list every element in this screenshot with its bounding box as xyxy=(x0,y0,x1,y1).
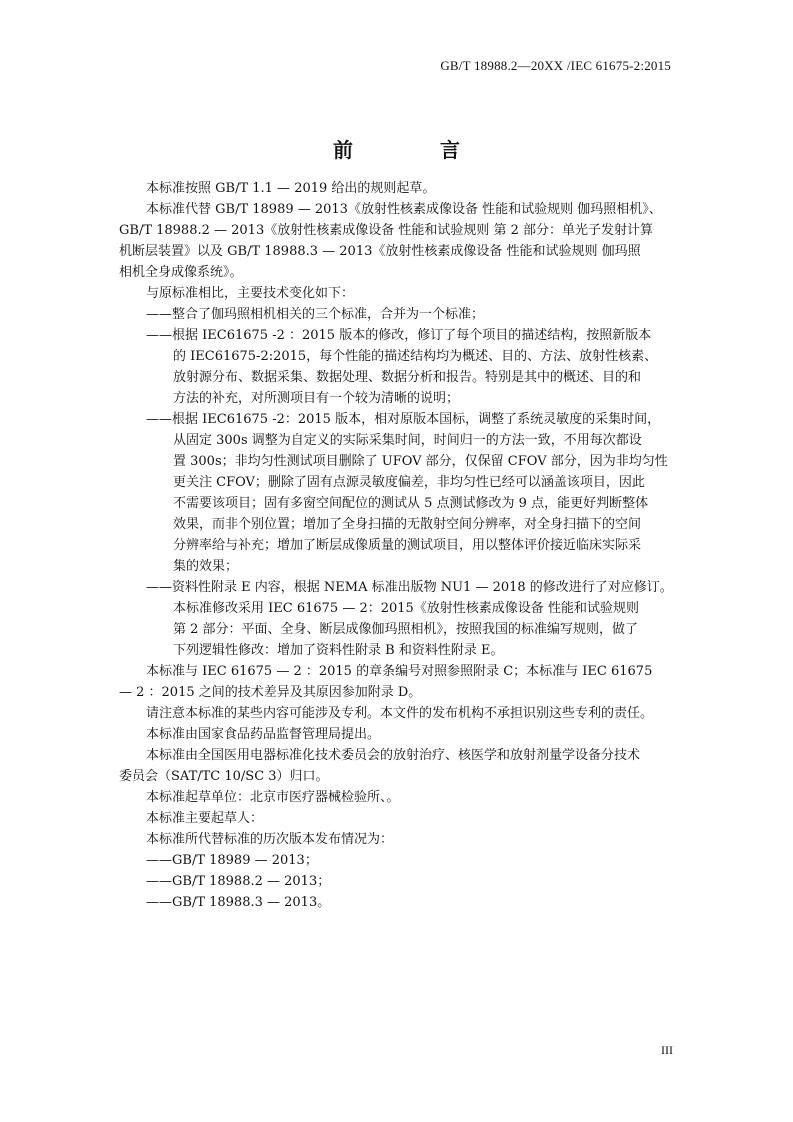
list-item-continuation: 方法的补充，对所测项目有一个较为清晰的说明； xyxy=(173,391,460,406)
list-item: ——GB/T 18988.3 — 2013。 xyxy=(146,895,331,910)
list-item: ——GB/T 18988.2 — 2013； xyxy=(146,874,331,889)
paragraph-line: 本标准与 IEC 61675 — 2 ：2015 的章条编号对照参照附录 C；本标准与 IEC 61675 xyxy=(146,664,653,679)
list-item-continuation: 不需要该项目；固有多窗空间配位的测试从 5 点测试修改为 9 点，能更好判断整体 xyxy=(173,496,649,511)
list-item-continuation: 分辨率给与补充；增加了断层成像质量的测试项目，用以整体评价接近临床实际采 xyxy=(173,538,642,553)
list-item-continuation: 集的效果； xyxy=(173,559,239,574)
page-number: III xyxy=(661,1043,673,1057)
paragraph-line: 本标准主要起草人： xyxy=(146,811,264,826)
paragraph-line: 本标准代替 GB/T 18989 — 2013《放射性核素成像设备 性能和试验规则 伽玛照相机》、 xyxy=(146,202,662,217)
paragraph-line: 本标准修改采用 IEC 61675 — 2：2015《放射性核素成像设备 性能和试验规则 xyxy=(173,601,639,616)
list-item-continuation: 效果，而非个别位置；增加了全身扫描的无散射空间分辨率，对全身扫描下的空间 xyxy=(173,517,642,532)
list-item: ——根据 IEC61675 -2：2015 版本，相对原版本国标，调整了系统灵敏度的采集时间， xyxy=(146,412,661,427)
paragraph-line: 本标准所代替标准的历次版本发布情况为： xyxy=(146,832,394,847)
paragraph-line: 本标准按照 GB/T 1.1 — 2019 给出的规则起草。 xyxy=(146,181,436,196)
paragraph-line: 本标准起草单位：北京市医疗器械检验所、。 xyxy=(146,790,400,805)
paragraph-line: — 2 ：2015 之间的技术差异及其原因参加附录 D。 xyxy=(119,685,422,700)
list-item: ——GB/T 18989 — 2013； xyxy=(146,853,318,868)
page-title: 前 言 xyxy=(333,138,500,162)
paragraph-line: 委员会（SAT/TC 10/SC 3）归口。 xyxy=(119,769,329,784)
list-item-continuation: 置 300s；非均匀性测试项目删除了 UFOV 部分，仅保留 CFOV 部分，因为非均匀性 xyxy=(173,454,668,469)
paragraph-line: 相机全身成像系统》。 xyxy=(119,265,243,280)
paragraph-line: 第 2 部分：平面、全身、断层成像伽玛照相机》，按照我国的标准编写规则，做了 xyxy=(173,622,639,637)
paragraph-line: 与原标准相比，主要技术变化如下： xyxy=(146,286,355,301)
paragraph-line: 机断层装置》以及 GB/T 18988.3 — 2013《放射性核素成像设备 性能和试验规则 伽玛照 xyxy=(119,244,641,259)
list-item-continuation: 放射源分布、数据采集、数据处理、数据分析和报告。特别是其中的概述、目的和 xyxy=(173,370,642,385)
paragraph-line: 本标准由全国医用电器标准化技术委员会的放射治疗、核医学和放射剂量学设备分技术 xyxy=(146,748,641,763)
list-item: ——资料性附录 E 内容，根据 NEMA 标准出版物 NU1 — 2018 的修改进行了对应修订。 xyxy=(146,580,673,595)
paragraph-line: 本标准由国家食品药品监督管理局提出。 xyxy=(146,727,381,742)
paragraph-line: 请注意本标准的某些内容可能涉及专利。本文件的发布机构不承担识别这些专利的责任。 xyxy=(146,706,654,721)
document-number-header: GB/T 18988.2—20XX /IEC 61675-2:2015 xyxy=(440,58,671,73)
list-item-continuation: 更关注 CFOV；删除了固有点源灵敏度偏差，非均匀性已经可以涵盖该项目，因此 xyxy=(173,475,645,490)
list-item-continuation: 从固定 300s 调整为自定义的实际采集时间，时间归一的方法一致，不用每次都设 xyxy=(173,433,642,448)
list-item-continuation: 的 IEC61675-2:2015，每个性能的描述结构均为概述、目的、方法、放射性核素、 xyxy=(173,349,658,364)
list-item: ——整合了伽玛照相机相关的三个标准，合并为一个标准； xyxy=(146,307,485,322)
foreword-body xyxy=(119,178,679,913)
paragraph-line: 下列逻辑性修改：增加了资料性附录 B 和资料性附录 E。 xyxy=(173,643,504,658)
paragraph-line: GB/T 18988.2 — 2013《放射性核素成像设备 性能和试验规则 第 2 部分：单光子发射计算 xyxy=(119,223,654,238)
list-item: ——根据 IEC61675 -2 ：2015 版本的修改，修订了每个项目的描述结构，按照新版本 xyxy=(146,328,652,343)
